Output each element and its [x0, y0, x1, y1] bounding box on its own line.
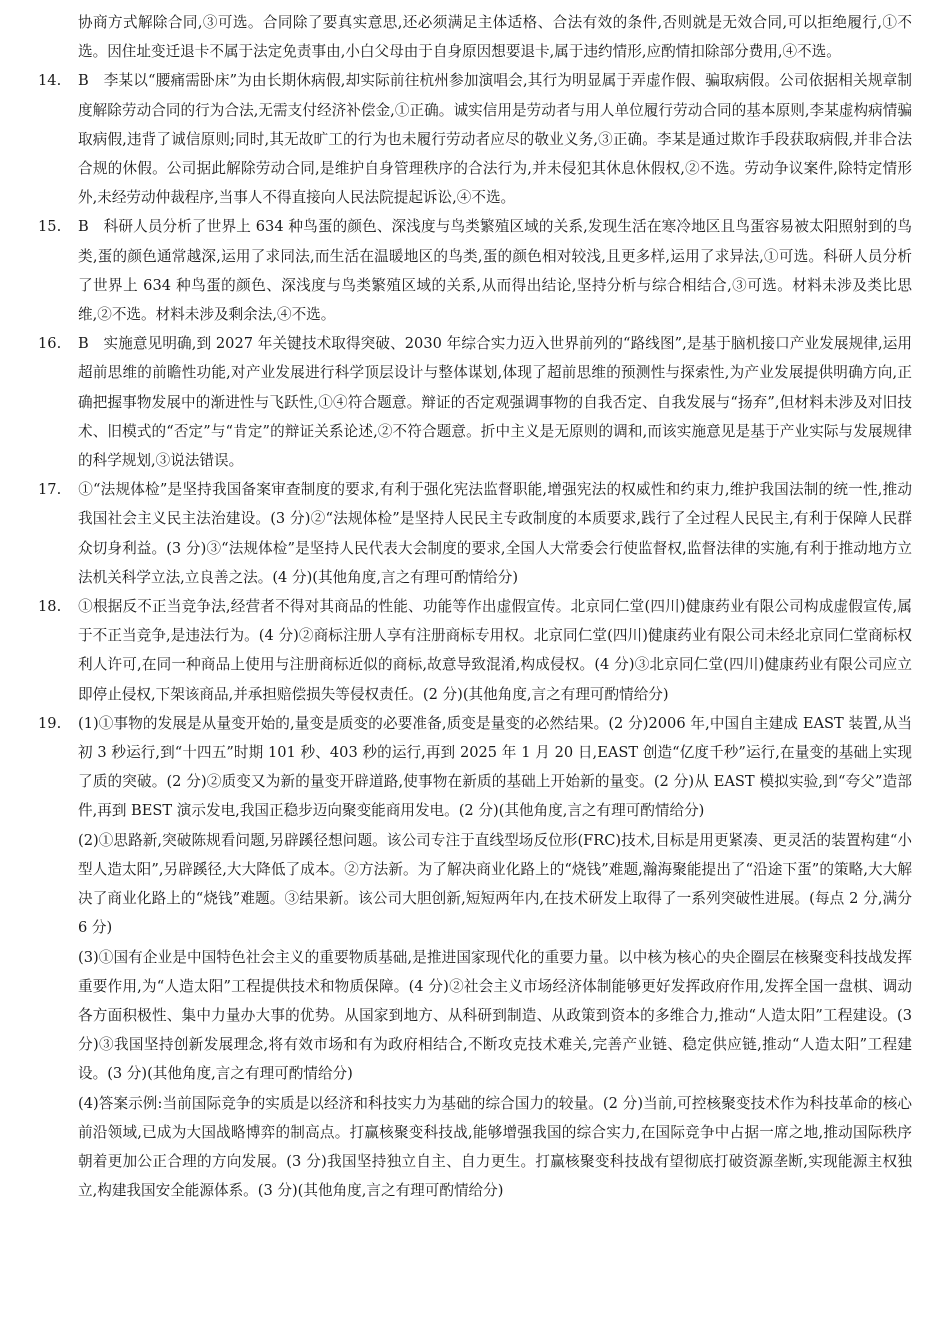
- item-text: B 科研人员分析了世界上 634 种鸟蛋的颜色、深浅度与鸟类繁殖区域的关系,发现生活在寒冷地区且鸟蛋容易被太阳照射到的鸟类,蛋的颜色通常越深,运用了求同法,而生活在温暖地区的鸟类,蛋的颜色相对较浅,且更多样,运用了求异法,①可选。科研人员分析了世界上 634 种鸟蛋的颜色、深浅度与鸟类繁殖区域的关系,从而得出结论,坚持分析与综合相结合,③可选。材料未涉及类比思维,②不选。材料未涉及剩余法,④不选。: [78, 218, 912, 324]
- q19-part-3: (3)①国有企业是中国特色社会主义的重要物质基础,是推进国家现代化的重要力量。以中核为核心的央企圈层在核聚变科技战发挥重要作用,为“人造太阳”工程提供技术和物质保障。(4 分)②社会主义市场经济体制能够更好发挥政府作用,发挥全国一盘棋、调动各方面积极性、集中力量办大事的优势。从国家到地方、从科研到制造、从政策到资本的多维合力,推动“人造太阳”工程建设。(3 分)③我国坚持创新发展理念,将有效市场和有为政府相结合,不断攻克技术难关,完善产业链、稳定供应链,推动“人造太阳”工程建设。(3 分)(其他角度,言之有理可酌情给分): [78, 948, 912, 1083]
- item-text: ①根据反不正当竞争法,经营者不得对其商品的性能、功能等作出虚假宣传。北京同仁堂(四川)健康药业有限公司构成虚假宣传,属于不正当竞争,是违法行为。(4 分)②商标注册人享有注册商标专用权。北京同仁堂(四川)健康药业有限公司未经北京同仁堂商标权利人许可,在同一种商品上使用与注册商标近似的商标,故意导致混淆,构成侵权。(4 分)③北京同仁堂(四川)健康药业有限公司应立即停止侵权,下架该商品,并承担赔偿损失等侵权责任。(2 分)(其他角度,言之有理可酌情给分): [78, 598, 912, 703]
- item-text: B 实施意见明确,到 2027 年关键技术取得突破、2030 年综合实力迈入世界前列的“路线图”,是基于脑机接口产业发展规律,运用超前思维的前瞻性功能,对产业发展进行科学顶层设计与整体谋划,体现了超前思维的预测性与探索性,为产业发展提供明确方向,正确把握事物发展中的渐进性与飞跃性,①④符合题意。辩证的否定观强调事物的自我否定、自我发展与“扬弃”,但材料未涉及对旧技术、旧模式的“否定”与“肯定”的辩证关系论述,②不符合题意。折中主义是无原则的调和,而该实施意见是基于产业实际与发展规律的科学规划,③说法错误。: [78, 335, 912, 470]
- q13-continuation: 协商方式解除合同,③可选。合同除了要真实意思,还必须满足主体适格、合法有效的条件,否则就是无效合同,可以拒绝履行,①不选。因住址变迁退卡不属于法定免责事由,小白父母由于自身原因想要退卡,属于违约情形,应酌情扣除部分费用,④不选。: [78, 14, 912, 61]
- item-number: 14.: [38, 72, 62, 90]
- answer-item-14: [38, 66, 912, 212]
- answer-item-16: [38, 329, 912, 475]
- answer-item-18: [38, 592, 912, 709]
- item-text: B 李某以“腰痛需卧床”为由长期休病假,却实际前往杭州参加演唱会,其行为明显属于弄虚作假、骗取病假。公司依据相关规章制度解除劳动合同的行为合法,无需支付经济补偿金,①正确。诚实信用是劳动者与用人单位履行劳动合同的基本原则,李某虚构病情骗取病假,违背了诚信原则;同时,其无故旷工的行为也未履行劳动者应尽的敬业义务,③正确。李某是通过欺诈手段获取病假,并非合法合规的休假。公司据此解除劳动合同,是维护自身管理秩序的合法行为,并未侵犯其休息休假权,②不选。劳动争议案件,除特定情形外,未经劳动仲裁程序,当事人不得直接向人民法院提起诉讼,④不选。: [78, 72, 912, 207]
- item-number: 16.: [38, 335, 62, 353]
- item-number: 15.: [38, 218, 62, 236]
- answer-item-15: [38, 212, 912, 329]
- item-text: (1)①事物的发展是从量变开始的,量变是质变的必要准备,质变是量变的必然结果。(2 分)2006 年,中国自主建成 EAST 装置,从当初 3 秒运行,到“十四五”时期 101 秒、403 秒的运行,再到 2025 年 1 月 20 日,EAST 创造“亿度千秒”运行,在量变的基础上实现了质的突破。(2 分)②质变又为新的量变开辟道路,使事物在新质的基础上开始新的量变。(2 分)从 EAST 模拟实验,到“夸父”造部件,再到 BEST 演示发电,我国正稳步迈向聚变能商用发电。(2 分)(其他角度,言之有理可酌情给分): [78, 714, 912, 820]
- item-text: ①“法规体检”是坚持我国备案审查制度的要求,有利于强化宪法监督职能,增强宪法的权威性和约束力,维护我国法制的统一性,推动我国社会主义民主法治建设。(3 分)②“法规体检”是坚持人民民主专政制度的本质要求,践行了全过程人民民主,有利于保障人民群众切身利益。(3 分)③“法规体检”是坚持人民代表大会制度的要求,全国人大常委会行使监督权,监督法律的实施,有利于推动地方立法机关科学立法,立良善之法。(4 分)(其他角度,言之有理可酌情给分): [78, 481, 912, 586]
- item-number: 17.: [38, 481, 62, 499]
- item-number: 18.: [38, 598, 62, 616]
- item-number: 19.: [38, 714, 62, 732]
- answer-item-17: [38, 475, 912, 592]
- answer-item-19: [38, 709, 912, 826]
- q19-part-4: (4)答案示例:当前国际竞争的实质是以经济和科技实力为基础的综合国力的较量。(2 分)当前,可控核聚变技术作为科技革命的核心前沿领域,已成为大国战略博弈的制高点。打赢核聚变科技战,能够增强我国的综合实力,在国际竞争中占据一席之地,推动国际秩序朝着更加公正合理的方向发展。(3 分)我国坚持独立自主、自力更生。打赢核聚变科技战有望彻底打破资源垄断,实现能源主权独立,构建我国安全能源体系。(3 分)(其他角度,言之有理可酌情给分): [78, 1094, 912, 1200]
- q19-part-2: (2)①思路新,突破陈规看问题,另辟蹊径想问题。该公司专注于直线型场反位形(FRC)技术,目标是用更紧凑、更灵活的装置构建“小型人造太阳”,另辟蹊径,大大降低了成本。②方法新。为了解决商业化路上的“烧钱”难题,瀚海聚能提出了“沿途下蛋”的策略,大大解决了商业化路上的“烧钱”难题。③结果新。该公司大胆创新,短短两年内,在技术研发上取得了一系列突破性进展。(每点 2 分,满分 6 分): [78, 831, 912, 937]
